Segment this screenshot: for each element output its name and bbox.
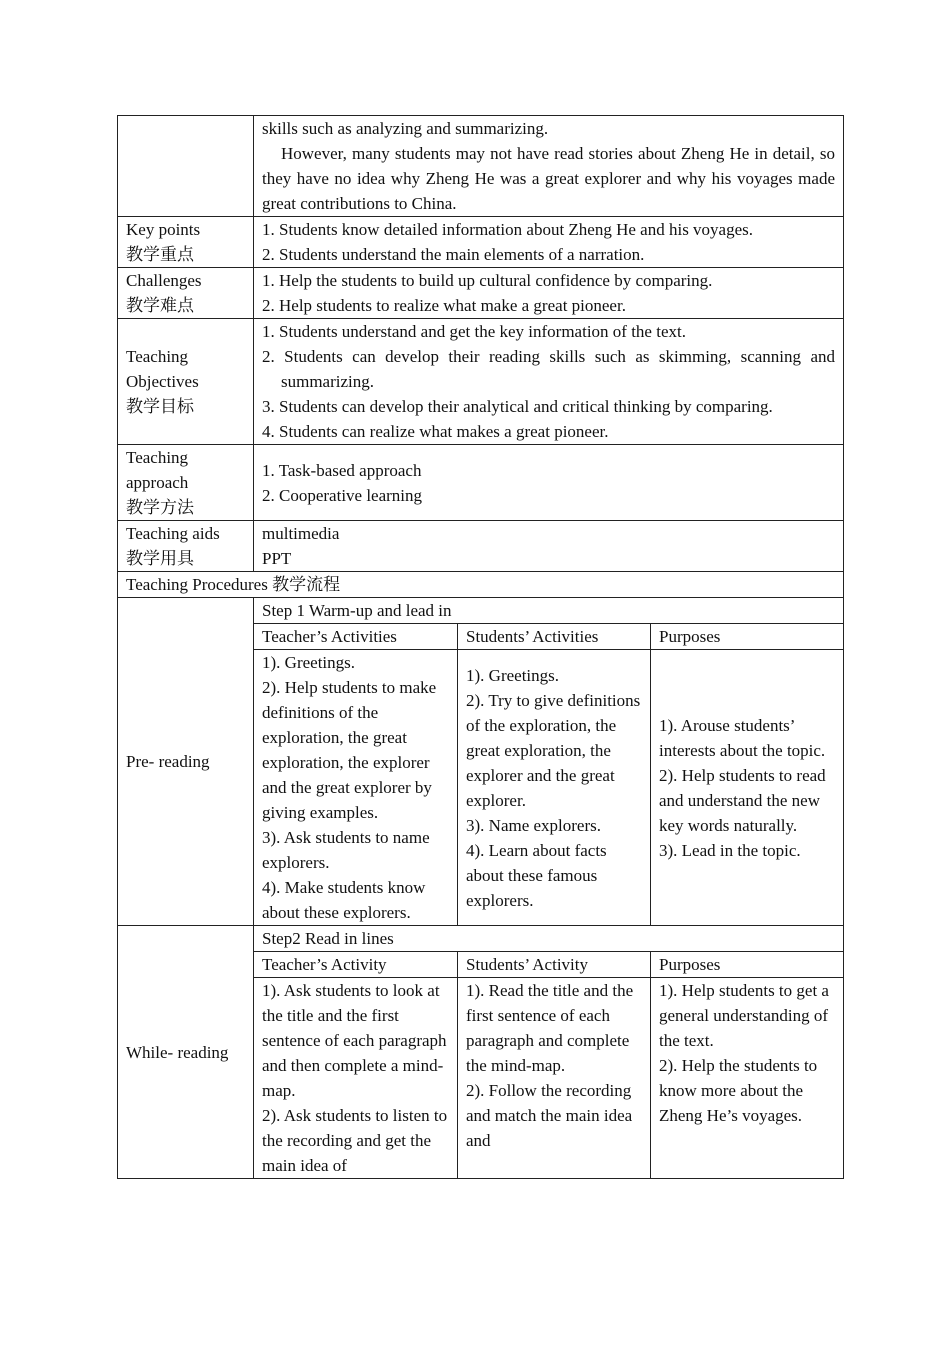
while-reading-step-row — [118, 926, 844, 952]
while-reading-teacher-cell — [254, 978, 458, 1179]
teacher-activity-item: 3). Ask students to name explorers. — [262, 828, 430, 872]
challenge-item: 2. Help students to realize what make a great pioneer. — [262, 296, 626, 315]
challenges-label-en: Challenges — [126, 271, 202, 290]
objectives-content — [254, 319, 844, 445]
analysis-paragraph: However, many students may not have read stories about Zheng He in detail, so they have no idea why Zheng He was a great explorer and why his voyages made great contributions to China. — [262, 144, 835, 213]
student-activity-item: 1). Greetings. — [466, 665, 560, 685]
purpose-item: 1). Arouse students’ interests about the topic. — [659, 715, 826, 760]
pre-reading-purposes-cell — [651, 650, 844, 926]
pre-reading-col-purposes: Purposes — [651, 624, 844, 650]
aids-label-zh: 教学用具 — [126, 549, 194, 568]
procedures-heading: Teaching Procedures 教学流程 — [118, 572, 844, 598]
pre-reading-col-teacher: Teacher’s Activities — [254, 624, 458, 650]
approach-item: 2. Cooperative learning — [262, 485, 423, 505]
objectives-row — [118, 319, 844, 445]
student-activity-item: 1). Read the title and the first sentence of each paragraph and complete the mind-map. — [466, 981, 634, 1075]
pre-reading-students-cell — [458, 650, 651, 926]
key-points-label — [118, 217, 254, 268]
pre-reading-step-row — [118, 598, 844, 624]
objective-item: 2. Students can develop their reading skills such as skimming, scanning and summarizing. — [262, 347, 835, 391]
while-reading-purposes-cell — [651, 978, 844, 1179]
teacher-activity-item: 4). Make students know about these explorers. — [262, 878, 426, 922]
objectives-label-en2: Objectives — [126, 372, 199, 391]
while-reading-step-title: Step2 Read in lines — [254, 926, 844, 952]
aids-content — [254, 521, 844, 572]
aids-label — [118, 521, 254, 572]
approach-content — [254, 445, 844, 521]
objective-item: 1. Students understand and get the key information of the text. — [262, 322, 686, 341]
purpose-item: 3). Lead in the topic. — [659, 840, 801, 860]
student-activity-item: 2). Follow the recording and match the main idea and — [466, 1081, 633, 1150]
challenge-item: 1. Help the students to build up cultural confidence by comparing. — [262, 271, 713, 290]
aid-item: multimedia — [262, 524, 340, 543]
pre-reading-teacher-cell — [254, 650, 458, 926]
approach-item: 1. Task-based approach — [262, 460, 422, 480]
analysis-continued-row — [118, 116, 844, 217]
approach-label — [118, 445, 254, 521]
objectives-label-en1: Teaching — [126, 347, 189, 366]
teacher-activity-item: 1). Greetings. — [262, 653, 356, 672]
while-reading-col-teacher: Teacher’s Activity — [254, 952, 458, 978]
student-activity-item: 2). Try to give definitions of the exploration, the great exploration, the explorer and the great explorer. — [466, 690, 641, 810]
objectives-label-zh: 教学目标 — [126, 397, 194, 416]
teacher-activity-item: 1). Ask students to look at the title and the first sentence of each paragraph and then complete a mind-map. — [262, 981, 447, 1100]
pre-reading-step-title: Step 1 Warm-up and lead in — [254, 598, 844, 624]
lesson-plan-table — [117, 115, 844, 1179]
purpose-item: 2). Help the students to know more about the Zheng He’s voyages. — [659, 1056, 818, 1125]
key-points-label-zh: 教学重点 — [126, 245, 194, 264]
key-points-row — [118, 217, 844, 268]
challenges-label — [118, 268, 254, 319]
approach-label-en2: approach — [126, 473, 189, 492]
aids-row — [118, 521, 844, 572]
challenges-row — [118, 268, 844, 319]
key-points-content — [254, 217, 844, 268]
teacher-activity-item: 2). Ask students to listen to the recording and get the main idea of — [262, 1106, 448, 1175]
objectives-label — [118, 319, 254, 445]
key-points-label-en: Key points — [126, 220, 201, 239]
approach-label-en1: Teaching — [126, 448, 189, 467]
teacher-activity-item: 2). Help students to make definitions of the exploration, the great exploration, the explorer and the great explorer by giving examples. — [262, 678, 437, 822]
student-activity-item: 4). Learn about facts about these famous explorers. — [466, 840, 607, 910]
purpose-item: 1). Help students to get a general understanding of the text. — [659, 981, 829, 1050]
aids-label-en: Teaching aids — [126, 524, 220, 543]
key-point-item: 1. Students know detailed information about Zheng He and his voyages. — [262, 220, 754, 239]
while-reading-col-purposes: Purposes — [651, 952, 844, 978]
key-point-item: 2. Students understand the main elements of a narration. — [262, 245, 645, 264]
analysis-line: skills such as analyzing and summarizing. — [262, 119, 549, 138]
approach-row — [118, 445, 844, 521]
objective-item: 3. Students can develop their analytical and critical thinking by comparing. — [262, 397, 773, 416]
while-reading-students-cell — [458, 978, 651, 1179]
analysis-content-cell — [254, 116, 844, 217]
purpose-item: 2). Help students to read and understand the new key words naturally. — [659, 765, 826, 835]
analysis-label-cell — [118, 116, 254, 217]
lesson-plan-page — [117, 115, 843, 1179]
while-reading-col-students: Students’ Activity — [458, 952, 651, 978]
student-activity-item: 3). Name explorers. — [466, 815, 602, 835]
while-reading-label: While- reading — [118, 926, 254, 1179]
challenges-content — [254, 268, 844, 319]
pre-reading-col-students: Students’ Activities — [458, 624, 651, 650]
procedures-heading-row — [118, 572, 844, 598]
pre-reading-label: Pre- reading — [118, 598, 254, 926]
approach-label-zh: 教学方法 — [126, 498, 194, 517]
challenges-label-zh: 教学难点 — [126, 296, 194, 315]
objective-item: 4. Students can realize what makes a great pioneer. — [262, 422, 609, 441]
aid-item: PPT — [262, 549, 292, 568]
